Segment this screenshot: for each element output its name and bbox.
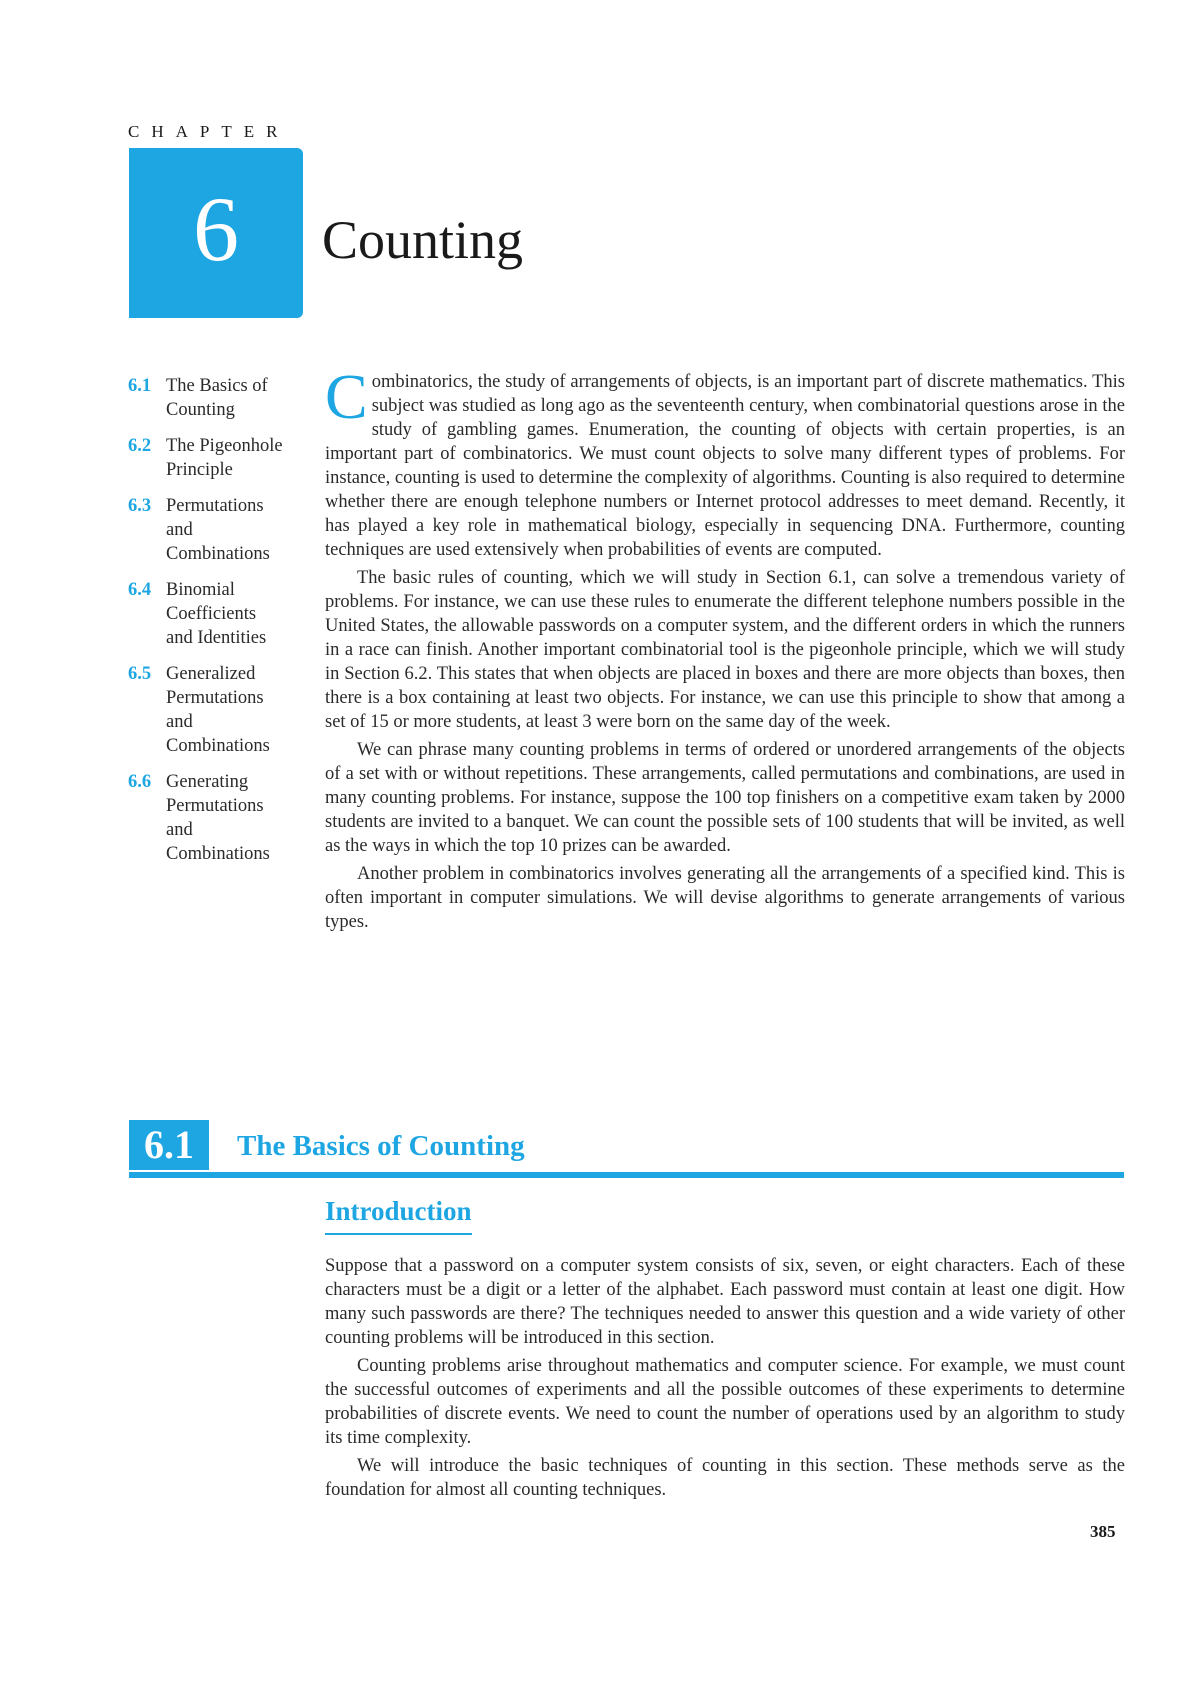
toc-item-6-1[interactable] [128, 374, 308, 422]
toc-line: Combinations [166, 844, 270, 864]
toc-number: 6.3 [128, 496, 152, 516]
chapter-contents [128, 374, 308, 878]
toc-line: Coefficients [166, 604, 257, 624]
intro-paragraph-1 [325, 361, 1125, 562]
toc-line: The Pigeonhole [166, 436, 283, 456]
subsection-title: Introduction [325, 1193, 472, 1235]
chapter-number-box [129, 148, 303, 318]
page-number: 385 [1090, 1522, 1116, 1541]
section-paragraph-3: We will introduce the basic techniques of counting in this section. These methods serve as the foundation for almost all counting techniques. [325, 1456, 1125, 1500]
intro-paragraph-3: We can phrase many counting problems in terms of ordered or unordered arrangements of the objects of a set with or without repetitions. These arrangements, called permutations and combinations, are used in many counting problems. For instance, suppose the 100 top finishers on a competitive exam taken by 2000 students are invited to a banquet. We can count the possible sets of 100 students that will be invited, as well as the ways in which the top 10 prizes can be awarded. [325, 740, 1125, 856]
toc-line: Combinations [166, 736, 270, 756]
toc-item-6-2[interactable] [128, 434, 308, 482]
intro-paragraph-2: The basic rules of counting, which we will study in Section 6.1, can solve a tremendous variety of problems. For instance, we can use these rules to enumerate the different telephone numbers possible in the United States, the allowable passwords on a computer system, and the different orders in which the runners in a race can finish. Another important combinatorial tool is the pigeonhole principle, which we will study in Section 6.2. This states that when objects are placed in boxes and there are more objects than boxes, then there is a box containing at least two objects. For instance, we can use this principle to show that among a set of 15 or more students, at least 3 were born on the same day of the week. [325, 568, 1125, 732]
toc-line: and [166, 820, 193, 840]
toc-item-6-5[interactable] [128, 662, 308, 758]
toc-line: Binomial [166, 580, 235, 600]
toc-line: Counting [166, 400, 235, 420]
toc-line: and [166, 712, 193, 732]
chapter-number: 6 [193, 178, 239, 280]
toc-number: 6.5 [128, 664, 152, 684]
section-body [325, 1254, 1125, 1506]
intro-paragraph-4: Another problem in combinatorics involves generating all the arrangements of a specified kind. This is often important in computer simulations. We will devise algorithms to generate arrangements of various types. [325, 864, 1125, 932]
section-number: 6.1 [129, 1120, 209, 1170]
drop-cap: C [325, 361, 368, 432]
toc-item-6-3[interactable] [128, 494, 308, 566]
chapter-introduction [325, 361, 1125, 938]
intro-paragraph-1-text: ombinatorics, the study of arrangements of objects, is an important part of discrete mathematics. This subject was studied as long ago as the seventeenth century, when combinatorial questions arose in the study of gambling games. Enumeration, the counting of objects with certain properties, is an important part of combinatorics. We must count objects to solve many different types of problems. For instance, counting is used to determine the complexity of algorithms. Counting is also required to determine whether there are enough telephone numbers or Internet protocol addresses to meet demand. Recently, it has played a key role in mathematical biology, especially in sequencing DNA. Furthermore, counting techniques are used extensively when probabilities of events are computed. [325, 372, 1125, 560]
toc-line: Permutations [166, 496, 264, 516]
toc-line: Principle [166, 460, 233, 480]
section-paragraph-1: Suppose that a password on a computer system consists of six, seven, or eight characters. Each of these characters must be a digit or a letter of the alphabet. Each password must contain at least one digit. How many such passwords are there? The techniques needed to answer this question and a wide variety of other counting problems will be introduced in this section. [325, 1256, 1125, 1348]
toc-item-6-6[interactable] [128, 770, 308, 866]
chapter-title: Counting [322, 210, 524, 270]
toc-number: 6.2 [128, 436, 152, 456]
toc-line: Generalized [166, 664, 256, 684]
toc-line: and Identities [166, 628, 267, 648]
toc-number: 6.1 [128, 376, 152, 396]
toc-number: 6.6 [128, 772, 152, 792]
toc-line: The Basics of [166, 376, 268, 396]
toc-line: and [166, 520, 193, 540]
chapter-label: CHAPTER [128, 122, 290, 141]
toc-line: Generating [166, 772, 249, 792]
section-paragraph-2: Counting problems arise throughout mathematics and computer science. For example, we must count the successful outcomes of experiments and all the possible outcomes of these experiments to determine probabilities of discrete events. We need to count the number of operations used by an algorithm to study its time complexity. [325, 1356, 1125, 1448]
toc-line: Combinations [166, 544, 270, 564]
toc-line: Permutations [166, 796, 264, 816]
toc-item-6-4[interactable] [128, 578, 308, 650]
toc-number: 6.4 [128, 580, 152, 600]
section-heading [129, 1120, 1124, 1178]
section-title: The Basics of Counting [237, 1130, 525, 1162]
toc-line: Permutations [166, 688, 264, 708]
